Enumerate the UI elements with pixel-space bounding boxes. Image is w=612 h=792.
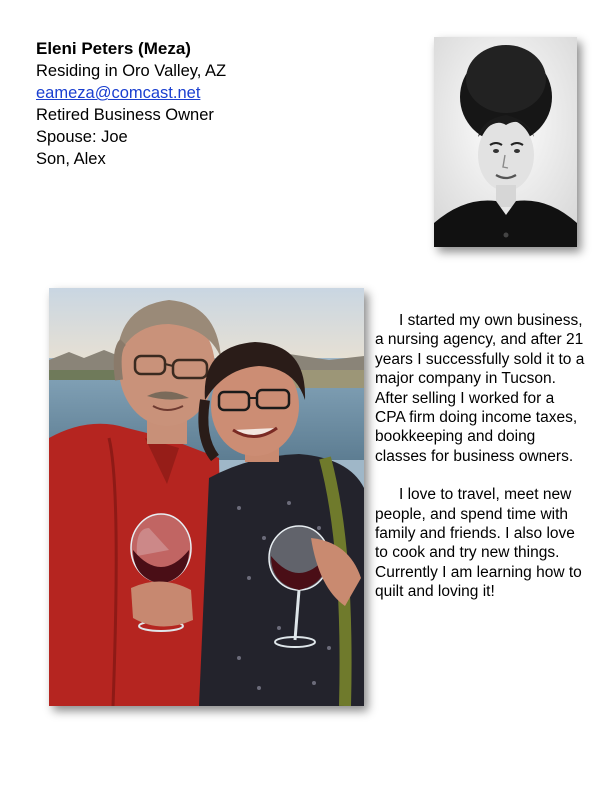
profile-header	[36, 38, 336, 170]
son-line: Son, Alex	[36, 150, 106, 168]
bio-paragraph-career: I started my own business, a nursing agency, and after 21 years I successfully sold it to a major company in Tucson. After selling I worked for a CPA firm doing income taxes, bookkeeping and doing classes for business owners.	[375, 312, 585, 465]
spouse-line: Spouse: Joe	[36, 128, 128, 146]
person-name: Eleni Peters (Meza)	[36, 39, 191, 58]
bio-paragraph-hobbies: I love to travel, meet new people, and spend time with family and friends. I also love to cook and try new things. Currently I am learning how to quilt and loving it!	[375, 486, 582, 601]
email-link[interactable]: eameza@comcast.net	[36, 84, 201, 102]
residence-line: Residing in Oro Valley, AZ	[36, 62, 227, 80]
couple-photo	[49, 288, 364, 706]
yearbook-portrait-photo	[434, 37, 577, 247]
occupation-line: Retired Business Owner	[36, 106, 214, 124]
biography	[375, 311, 585, 602]
